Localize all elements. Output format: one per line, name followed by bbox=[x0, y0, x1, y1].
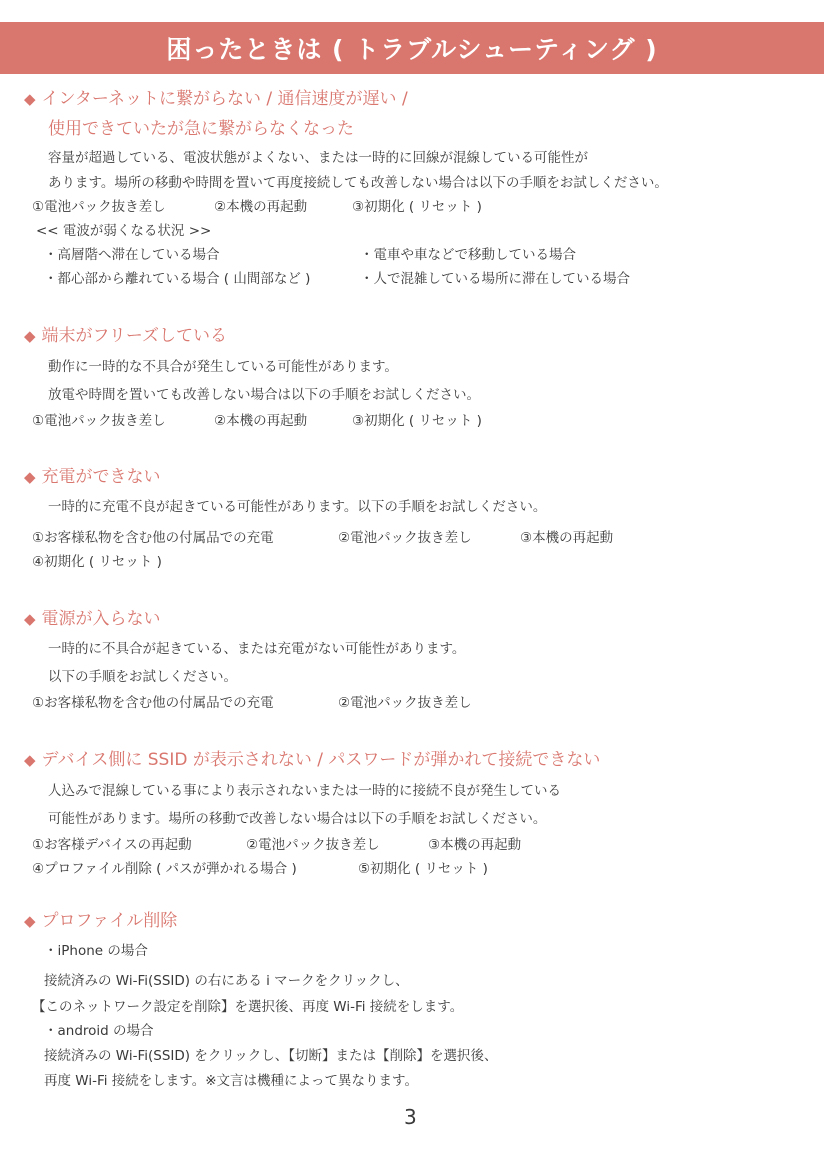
section-6-heading: ◆ プロファイル削除 bbox=[24, 911, 178, 931]
section-3-text-1: 一時的に充電不良が起きている可能性があります。以下の手順をお試しください。 bbox=[48, 499, 547, 515]
diamond-icon: ◆ bbox=[24, 610, 36, 628]
section-3-heading: ◆ 充電ができない bbox=[24, 467, 161, 487]
section-1-heading: ◆ インターネットに繋がらない / 通信速度が遅い / bbox=[24, 89, 408, 109]
page-title: 困ったときは ( トラブルシューティング ) bbox=[166, 35, 658, 64]
section-2-step-2: ②本機の再起動 bbox=[214, 413, 308, 429]
section-3-step-1: ①お客様私物を含む他の付属品での充電 bbox=[32, 530, 274, 546]
weak-signal-item-1: ・高層階へ滞在している場合 bbox=[44, 247, 220, 263]
section-2-text-2: 放電や時間を置いても改善しない場合は以下の手順をお試しください。 bbox=[48, 387, 480, 403]
section-5-text-2: 可能性があります。場所の移動で改善しない場合は以下の手順をお試しください。 bbox=[48, 811, 547, 827]
section-5-step-1: ①お客様デバイスの再起動 bbox=[32, 837, 192, 853]
section-2-text-1: 動作に一時的な不具合が発生している可能性があります。 bbox=[48, 359, 398, 375]
section-4-step-1: ①お客様私物を含む他の付属品での充電 bbox=[32, 695, 274, 711]
android-subheading: ・android の場合 bbox=[44, 1023, 154, 1039]
section-4-step-2: ②電池パック抜き差し bbox=[338, 695, 472, 711]
section-1-step-2: ②本機の再起動 bbox=[214, 199, 308, 215]
diamond-icon: ◆ bbox=[24, 468, 36, 486]
weak-signal-item-3: ・都心部から離れている場合 ( 山間部など ) bbox=[44, 271, 311, 287]
section-2-step-3: ③初期化 ( リセット ) bbox=[352, 413, 482, 429]
iphone-subheading: ・iPhone の場合 bbox=[44, 943, 148, 959]
diamond-icon: ◆ bbox=[24, 90, 36, 108]
section-5-heading: ◆ デバイス側に SSID が表示されない / パスワードが弾かれて接続できない bbox=[24, 750, 601, 770]
iphone-text-2: 【このネットワーク設定を削除】を選択後、再度 Wi-Fi 接続をします。 bbox=[32, 999, 464, 1015]
section-4-heading: ◆ 電源が入らない bbox=[24, 609, 161, 629]
section-1-text-1: 容量が超過している、電波状態がよくない、または一時的に回線が混線している可能性が bbox=[48, 150, 588, 166]
section-3-step-4: ④初期化 ( リセット ) bbox=[32, 554, 162, 570]
section-4-text-1: 一時的に不具合が起きている、または充電がない可能性があります。 bbox=[48, 641, 466, 657]
section-2-step-1: ①電池パック抜き差し bbox=[32, 413, 166, 429]
section-1-step-1: ①電池パック抜き差し bbox=[32, 199, 166, 215]
section-3-step-3: ③本機の再起動 bbox=[520, 530, 614, 546]
section-2-heading: ◆ 端末がフリーズしている bbox=[24, 326, 228, 346]
section-3-step-2: ②電池パック抜き差し bbox=[338, 530, 472, 546]
section-4-text-2: 以下の手順をお試しください。 bbox=[48, 669, 237, 685]
section-1-text-2: あります。場所の移動や時間を置いて再度接続しても改善しない場合は以下の手順をお試しください。 bbox=[48, 175, 668, 191]
weak-signal-item-2: ・電車や車などで移動している場合 bbox=[360, 247, 576, 263]
weak-signal-item-4: ・人で混雑している場所に滞在している場合 bbox=[360, 271, 630, 287]
diamond-icon: ◆ bbox=[24, 327, 36, 345]
section-5-step-2: ②電池パック抜き差し bbox=[246, 837, 380, 853]
android-text-1: 接続済みの Wi-Fi(SSID) をクリックし、【切断】または【削除】を選択後、 bbox=[44, 1048, 498, 1064]
section-5-step-3: ③本機の再起動 bbox=[428, 837, 522, 853]
diamond-icon: ◆ bbox=[24, 912, 36, 930]
section-5-text-1: 人込みで混線している事により表示されないまたは一時的に接続不良が発生している bbox=[48, 783, 561, 799]
section-1-step-3: ③初期化 ( リセット ) bbox=[352, 199, 482, 215]
title-banner bbox=[0, 22, 824, 74]
section-1-heading-line2: 使用できていたが急に繋がらなくなった bbox=[48, 119, 354, 139]
diamond-icon: ◆ bbox=[24, 751, 36, 769]
section-5-step-4: ④プロファイル削除 ( パスが弾かれる場合 ) bbox=[32, 861, 297, 877]
page-number: 3 bbox=[404, 1105, 417, 1129]
android-text-2: 再度 Wi-Fi 接続をします。※文言は機種によって異なります。 bbox=[44, 1073, 418, 1089]
iphone-text-1: 接続済みの Wi-Fi(SSID) の右にある i マークをクリックし、 bbox=[44, 973, 409, 989]
section-5-step-5: ⑤初期化 ( リセット ) bbox=[358, 861, 488, 877]
weak-signal-heading: << 電波が弱くなる状況 >> bbox=[36, 223, 212, 239]
